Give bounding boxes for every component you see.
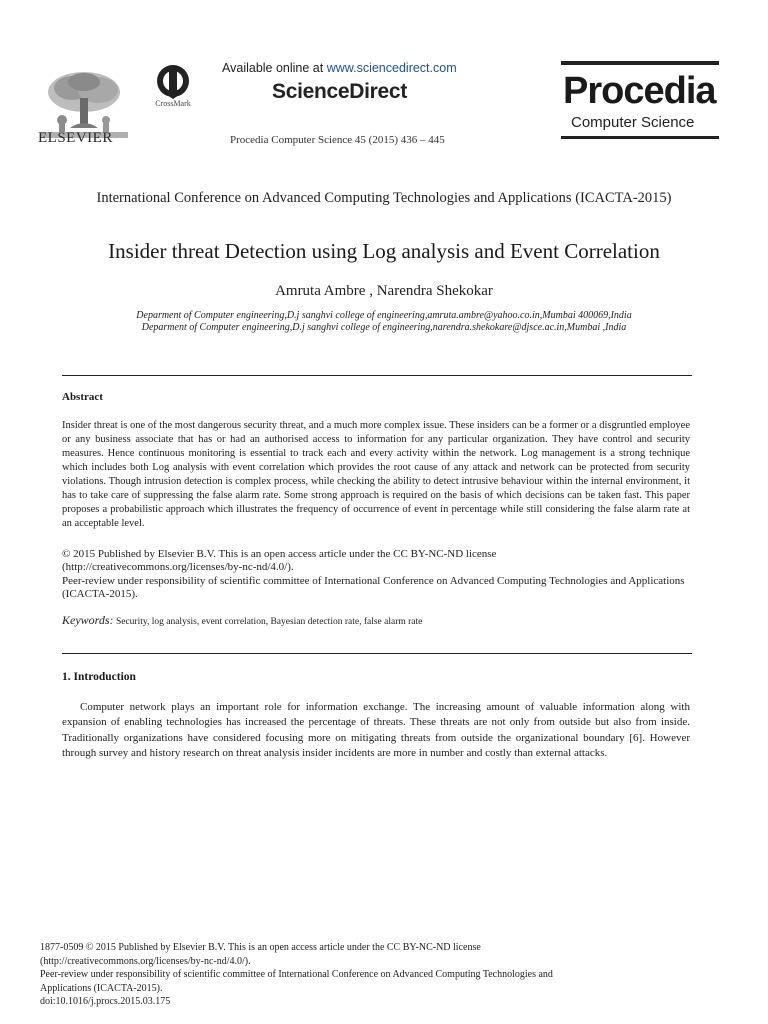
available-online: [222, 61, 457, 75]
paper-authors: Amruta Ambre , Narendra Shekokar: [275, 283, 493, 299]
footer-doi[interactable]: doi:10.1016/j.procs.2015.03.175: [40, 996, 171, 1008]
keywords-values: Security, log analysis, event correlation, Bayesian detection rate, false alarm rate: [113, 617, 423, 627]
procedia-bottom-bar: [561, 136, 719, 139]
introduction-heading: 1. Introduction: [62, 671, 136, 683]
procedia-subtitle: Computer Science: [571, 114, 695, 131]
crossmark-label: CrossMark: [155, 99, 191, 108]
abstract-license: [62, 548, 702, 574]
license-line-1: © 2015 Published by Elsevier B.V. This is an open access article under the CC BY-NC-ND license: [62, 548, 497, 560]
abstract-text: Insider threat is one of the most dangerous security threat, and a much more complex issue. These insiders can be a former or a disgruntled employee or any business associate that has or had an authorised access to information for any particular organization. They have control and security measures. Hence continuous monitoring is essential to track each and every activity within the network. Log management is a strong technique which includes both Log analysis with event correlation which provides the root cause of any attack and network can be protected from security violations. Though intrusion detection is complex process, while checking the ability to detect intrusive behaviour within the internal environment, it has to take care of suppressing the false alarm rate. Some strong approach is required on the basis of which decisions can be taken fast. This paper proposes a probabilistic approach which illustrates the frequency of occurrence of event in percentage while still considering the false alarm rate at an acceptable level.: [62, 420, 690, 529]
sciencedirect-link[interactable]: www.sciencedirect.com: [326, 61, 457, 75]
keywords-label: Keywords:: [62, 613, 114, 627]
footer-issn-line: 1877-0509 © 2015 Published by Elsevier B.V. This is an open access article under the CC BY-NC-ND license: [40, 942, 481, 953]
peer-review-note: Peer-review under responsibility of scientific committee of International Conference on Advanced Computing Technologies and Applications (ICACTA-2015).: [62, 575, 685, 600]
footer-peer-review-line: Peer-review under responsibility of scientific committee of International Conference on Advanced Computing Technologies and: [40, 969, 553, 981]
footer-peer-review-line-2: Applications (ICACTA-2015).: [40, 982, 163, 994]
procedia-name: Procedia: [563, 70, 716, 112]
abstract-heading: Abstract: [62, 391, 103, 403]
keywords: [62, 613, 422, 628]
journal-reference: Procedia Computer Science 45 (2015) 436 – 445: [230, 134, 445, 146]
procedia-logo: [561, 61, 719, 139]
abstract-bottom-rule: [62, 653, 692, 654]
affiliation-1: Deparment of Computer engineering,D.j sanghvi college of engineering,amruta.ambre@yahoo.co.in,Mumbai 400069,India: [136, 310, 632, 321]
affiliation-2: Deparment of Computer engineering,D.j sanghvi college of engineering,narendra.shekokare@djsce.ac.in,Mumbai ,India: [141, 322, 627, 333]
page-footer: [40, 941, 690, 1009]
elsevier-wordmark: ELSEVIER: [38, 130, 113, 146]
conference-name: International Conference on Advanced Computing Technologies and Applications (ICACTA-2015): [96, 190, 672, 206]
license-link[interactable]: (http://creativecommons.org/licenses/by-nc-nd/4.0/).: [62, 561, 294, 573]
procedia-top-bar: [561, 61, 719, 65]
available-prefix: Available online at: [222, 61, 327, 75]
abstract-top-rule: [62, 375, 692, 376]
paper-title: Insider threat Detection using Log analysis and Event Correlation: [108, 239, 660, 263]
footer-license-link[interactable]: (http://creativecommons.org/licenses/by-nc-nd/4.0/).: [40, 955, 251, 967]
introduction-text: Computer network plays an important role for information exchange. The increasing amount of valuable information along with expansion of enabling technologies has increased the percentage of threats. These threats are not only from outside but also from inside. Traditionally organizations have considered focusing more on mitigating threats from outside the organizational boundary [6]. However through survey and history research on threat analysis insider incidents are more in number and costly than external attacks.: [62, 701, 690, 759]
sciencedirect-wordmark: ScienceDirect: [272, 80, 408, 103]
